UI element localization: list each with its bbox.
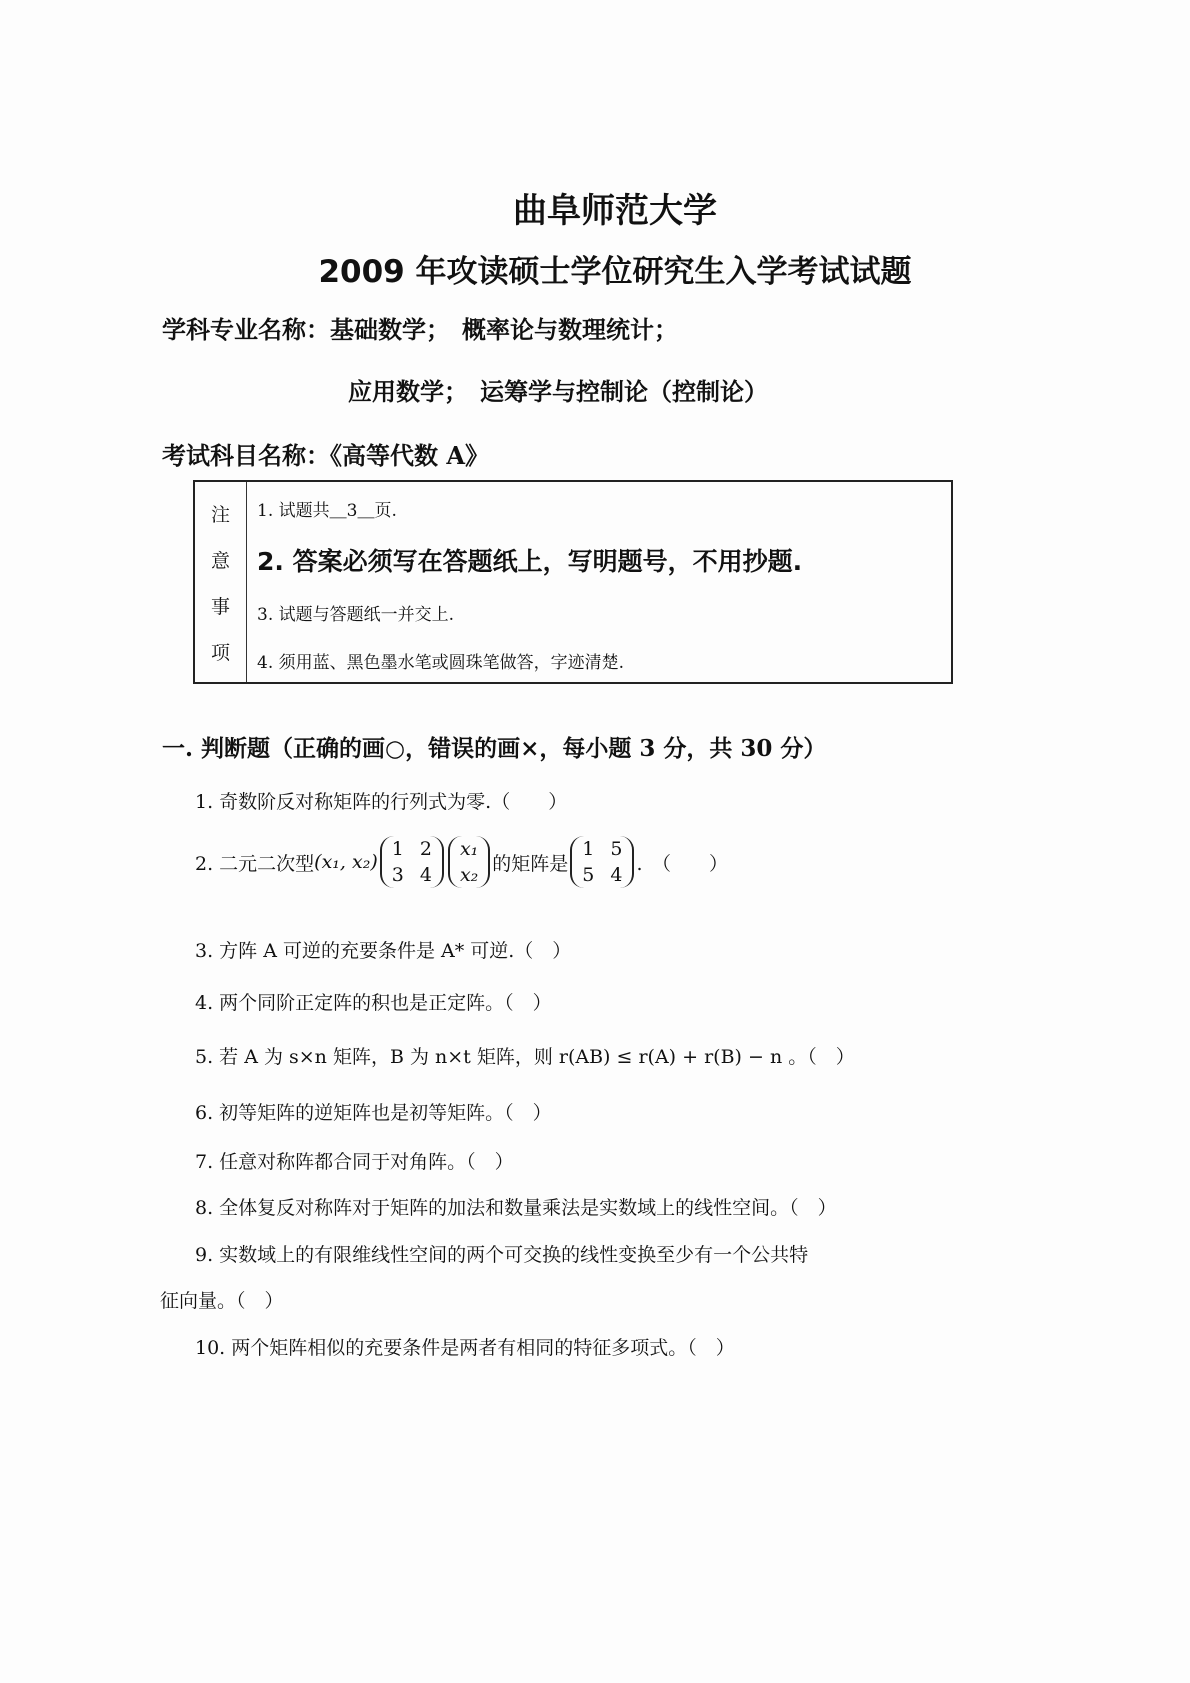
question-10: 10. 两个矩阵相似的充要条件是两者有相同的特征多项式。（ ）: [195, 1337, 735, 1359]
matrix-entry: x₂: [459, 864, 479, 886]
question-6: 6. 初等矩阵的逆矩阵也是初等矩阵。（ ）: [195, 1102, 552, 1124]
university-name: 曲阜师范大学: [513, 191, 717, 231]
major-label: 学科专业名称：: [162, 315, 330, 344]
matrix-a: [380, 836, 444, 888]
notice-item: 3. 试题与答题纸一并交上.: [257, 605, 455, 625]
section-heading: 一. 判断题（正确的画○，错误的画×，每小题 3 分，共 30 分）: [162, 735, 827, 762]
notice-box: [193, 480, 953, 684]
matrix-entry: 1: [391, 838, 404, 860]
question-4: 4. 两个同阶正定阵的积也是正定阵。（ ）: [195, 992, 552, 1014]
matrix-entry: 5: [610, 838, 623, 860]
major-line-1: [162, 310, 678, 345]
subject-line: [162, 436, 489, 471]
question-3: 3. 方阵 A 可逆的充要条件是 A* 可逆.（ ）: [195, 940, 572, 962]
side-char: 注: [210, 503, 230, 526]
question-1: 1. 奇数阶反对称矩阵的行列式为零.（ ）: [195, 791, 568, 813]
exam-title: 2009 年攻读硕士学位研究生入学考试试题: [318, 254, 912, 290]
major-line-2: 应用数学； 运筹学与控制论（控制论）: [348, 377, 768, 406]
matrix-entry: 4: [610, 864, 623, 886]
question-2: [195, 836, 728, 888]
side-char: 项: [210, 641, 230, 664]
column-vector: [448, 836, 490, 888]
question-8: 8. 全体复反对称阵对于矩阵的加法和数量乘法是实数域上的线性空间。（ ）: [195, 1197, 837, 1219]
notice-item: 2. 答案必须写在答题纸上，写明题号，不用抄题.: [257, 547, 803, 576]
matrix-b: [570, 836, 634, 888]
subject-label: 考试科目名称：: [162, 441, 330, 470]
notice-item: 4. 须用蓝、黑色墨水笔或圆珠笔做答，字迹清楚.: [257, 653, 625, 673]
subject-name: 《高等代数 A》: [330, 441, 489, 470]
side-char: 事: [210, 595, 230, 618]
q2-suffix: . （ ）: [636, 852, 729, 875]
notice-item: 1. 试题共＿3＿页.: [257, 501, 397, 521]
matrix-entry: 4: [419, 864, 432, 886]
notice-side-label: [195, 482, 247, 682]
question-5: 5. 若 A 为 s×n 矩阵，B 为 n×t 矩阵，则 r(AB) ≤ r(A) + r(B) − n 。（ ）: [195, 1046, 855, 1068]
majors: 基础数学； 概率论与数理统计；: [330, 315, 678, 344]
q2-vector: (x₁, x₂): [314, 851, 378, 873]
matrix-entry: x₁: [459, 838, 479, 860]
q2-mid: 的矩阵是: [492, 852, 569, 875]
question-9-cont: 征向量。（ ）: [160, 1290, 284, 1312]
matrix-entry: 1: [582, 838, 595, 860]
matrix-entry: 5: [582, 864, 595, 886]
matrix-entry: 3: [391, 864, 404, 886]
q2-prefix: 2. 二元二次型: [195, 852, 315, 875]
side-char: 意: [210, 549, 230, 572]
matrix-entry: 2: [419, 838, 432, 860]
question-9: 9. 实数域上的有限维线性空间的两个可交换的线性变换至少有一个公共特: [195, 1244, 809, 1266]
question-7: 7. 任意对称阵都合同于对角阵。（ ）: [195, 1151, 514, 1173]
